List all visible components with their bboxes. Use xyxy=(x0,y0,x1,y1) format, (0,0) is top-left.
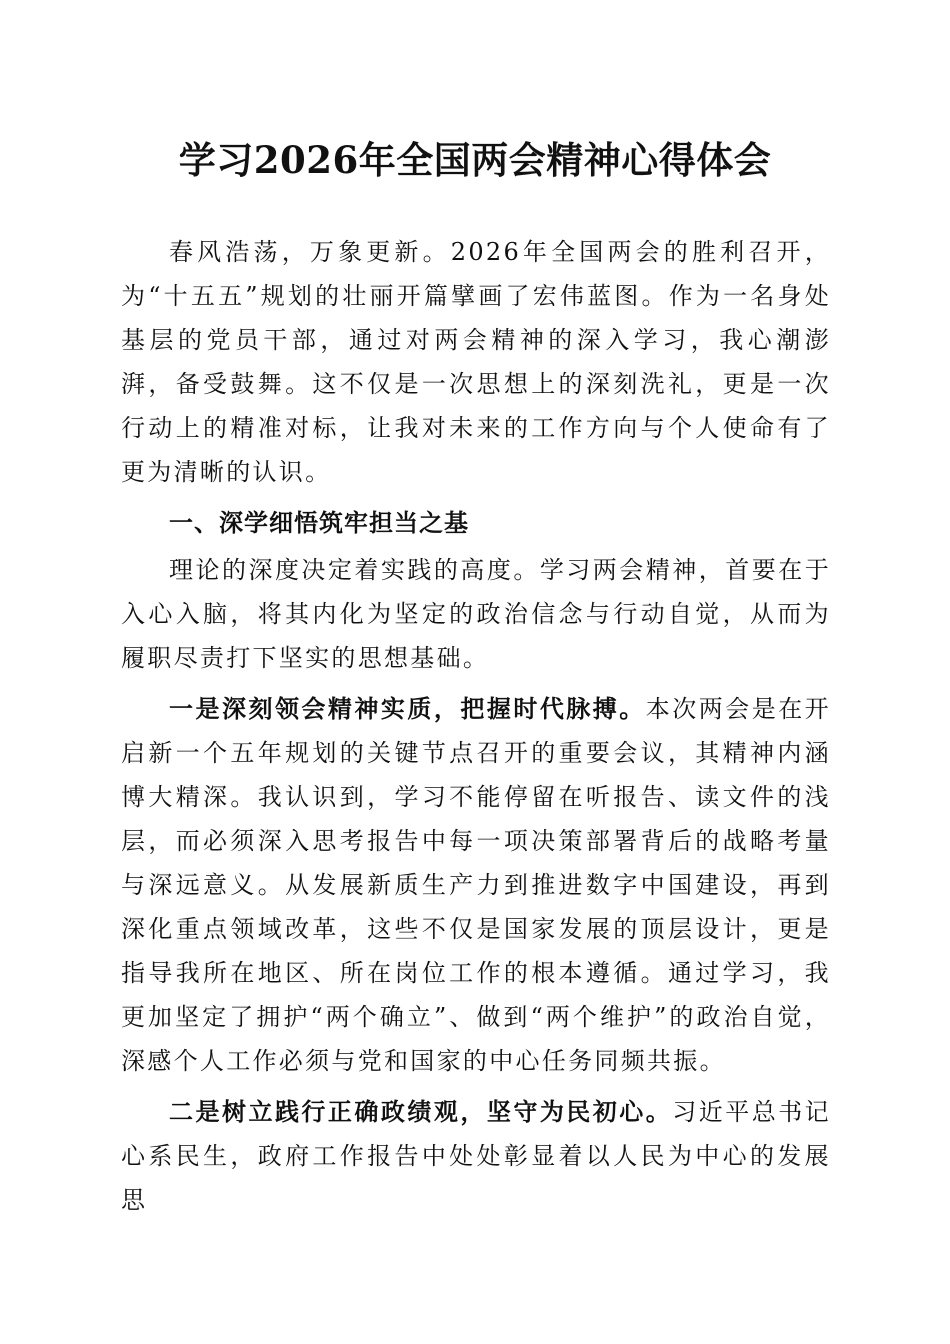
document-body xyxy=(121,230,831,1229)
document-title: 学习2026年全国两会精神心得体会 xyxy=(178,138,772,182)
intro-paragraph: 春风浩荡，万象更新。2026年全国两会的胜利召开，为“十五五”规划的壮丽开篇擘画了宏伟蓝图。作为一名身处基层的党员干部，通过对两会精神的深入学习，我心潮澎湃，备受鼓舞。这不仅是一次思想上的深刻洗礼，更是一次行动上的精准对标，让我对未来的工作方向与个人使命有了更为清晰的认识。 xyxy=(121,238,831,486)
point-one-text: 本次两会是在开启新一个五年规划的关键节点召开的重要会议，其精神内涵博大精深。我认识到，学习不能停留在听报告、读文件的浅层，而必须深入思考报告中每一项决策部署背后的战略考量与深远意义。从发展新质生产力到推进数字中国建设，再到深化重点领域改革，这些不仅是国家发展的顶层设计，更是指导我所在地区、所在岗位工作的根本遵循。通过学习，我更加坚定了拥护“两个确立”、做到“两个维护”的政治自觉，深感个人工作必须与党和国家的中心任务同频共振。 xyxy=(121,695,831,1075)
section-heading: 一、深学细悟筑牢担当之基 xyxy=(169,509,469,537)
section-intro-paragraph: 理论的深度决定着实践的高度。学习两会精神，首要在于入心入脑，将其内化为坚定的政治信念与行动自觉，从而为履职尽责打下坚实的思想基础。 xyxy=(121,556,831,672)
point-two-lead: 二是树立践行正确政绩观，坚守为民初心。 xyxy=(169,1097,673,1126)
point-two-paragraph xyxy=(121,1090,831,1222)
point-two-text: 习近平总书记心系民生，政府工作报告中处处彰显着以人民为中心的发展思 xyxy=(121,1098,831,1214)
point-one-lead: 一是深刻领会精神实质，把握时代脉搏。 xyxy=(169,694,646,723)
point-one-paragraph xyxy=(121,687,831,1083)
